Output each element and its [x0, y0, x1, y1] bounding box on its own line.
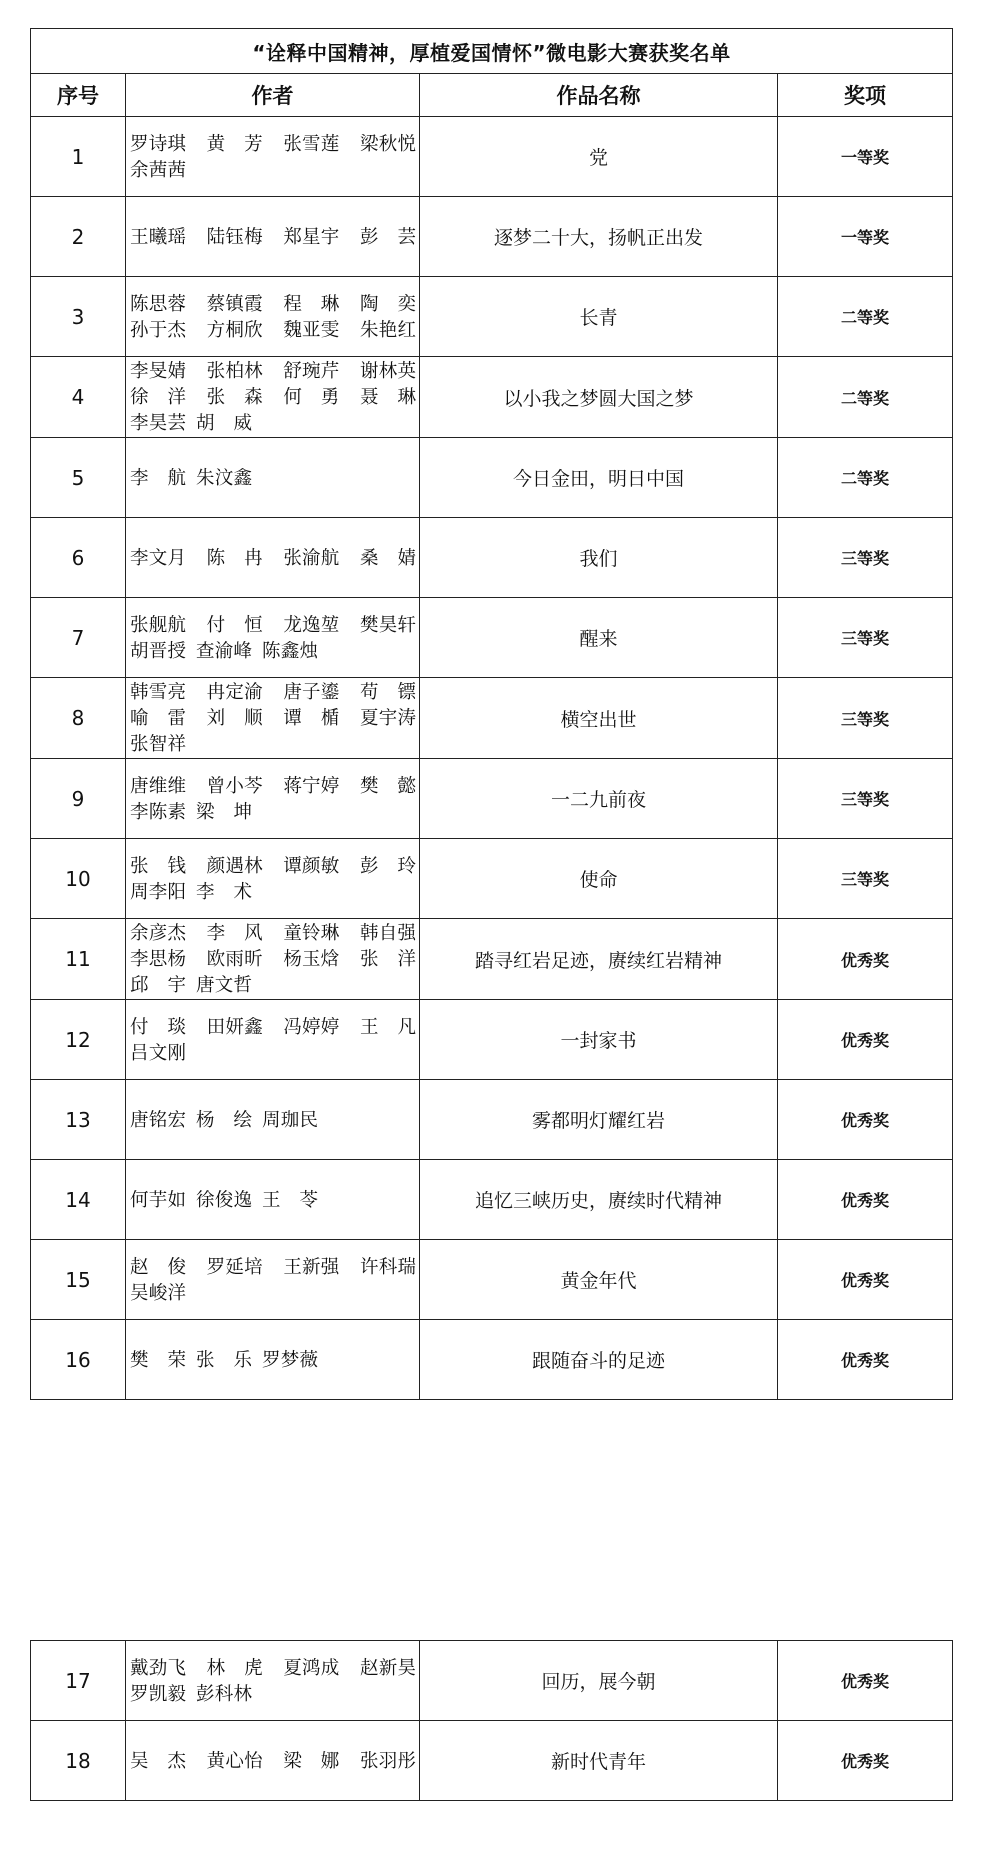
- author-name: 黄 芳: [206, 133, 263, 155]
- author-name: 陆钰梅: [206, 226, 263, 248]
- row-number: 15: [31, 1240, 126, 1320]
- work-title: 长青: [420, 277, 778, 357]
- authors-cell: [126, 1080, 420, 1160]
- author-name: 蔡镇霞: [206, 293, 263, 315]
- work-title: 使命: [420, 839, 778, 919]
- author-name: 何芋如: [130, 1189, 186, 1211]
- author-name: 樊 懿: [359, 775, 416, 797]
- author-name: 胡晋授: [130, 640, 186, 662]
- table-row: [31, 1000, 953, 1080]
- author-name: 罗延培: [206, 1256, 263, 1278]
- table-header-row: [31, 74, 953, 117]
- work-title: 一二九前夜: [420, 759, 778, 839]
- author-name: 樊 荣: [130, 1349, 186, 1371]
- award-table: [30, 28, 953, 1400]
- table-row: [31, 277, 953, 357]
- author-name: 李昊芸: [130, 413, 186, 434]
- authors-cell: [126, 357, 420, 438]
- award-level: 优秀奖: [778, 1240, 953, 1320]
- author-name: 陈 冉: [206, 547, 263, 569]
- work-title: 一封家书: [420, 1000, 778, 1080]
- author-name: 韩自强: [359, 923, 416, 944]
- authors-cell: [126, 197, 420, 277]
- author-name: 彭 玲: [359, 855, 416, 877]
- award-level: 优秀奖: [778, 1080, 953, 1160]
- table-row: [31, 197, 953, 277]
- authors-cell: [126, 117, 420, 197]
- author-name: 陈思蓉: [130, 293, 186, 315]
- author-name: 何 勇: [283, 387, 340, 408]
- authors-cell: [126, 1721, 420, 1801]
- author-name: 魏亚雯: [283, 319, 340, 341]
- row-number: 14: [31, 1160, 126, 1240]
- author-name: 查渝峰: [196, 640, 252, 662]
- author-name: 李 航: [130, 467, 186, 489]
- author-name: 张柏林: [206, 361, 263, 382]
- authors-cell: [126, 1160, 420, 1240]
- work-title: 醒来: [420, 598, 778, 678]
- row-number: 3: [31, 277, 126, 357]
- row-number: 2: [31, 197, 126, 277]
- table-row: [31, 1320, 953, 1400]
- author-name: 张渝航: [283, 547, 340, 569]
- author-name: 张舰航: [130, 614, 186, 636]
- author-name: 周珈民: [262, 1109, 318, 1131]
- table-row: [31, 518, 953, 598]
- row-number: 7: [31, 598, 126, 678]
- authors-cell: [126, 759, 420, 839]
- award-level: 优秀奖: [778, 1000, 953, 1080]
- author-name: 李思杨: [130, 949, 186, 970]
- author-name: 孙于杰: [130, 319, 186, 341]
- work-title: 追忆三峡历史，赓续时代精神: [420, 1160, 778, 1240]
- header-work: 作品名称: [420, 74, 778, 117]
- row-number: 9: [31, 759, 126, 839]
- author-name: 冉定渝: [206, 682, 263, 703]
- author-name: 黄心怡: [206, 1750, 263, 1772]
- author-name: 付 琰: [130, 1016, 186, 1038]
- row-number: 16: [31, 1320, 126, 1400]
- author-name: 杨 绘: [196, 1109, 252, 1131]
- author-name: 罗凯毅: [130, 1683, 186, 1705]
- row-number: 13: [31, 1080, 126, 1160]
- award-level: 三等奖: [778, 518, 953, 598]
- table-row: [31, 1080, 953, 1160]
- author-name: 李旻婧: [130, 361, 186, 382]
- row-number: 17: [31, 1641, 126, 1721]
- author-name: 胡 威: [196, 413, 252, 434]
- author-name: 张羽彤: [359, 1750, 416, 1772]
- table-row: [31, 839, 953, 919]
- award-level: 二等奖: [778, 357, 953, 438]
- author-name: 戴劲飞: [130, 1657, 186, 1679]
- author-name: 梁秋悦: [359, 133, 416, 155]
- author-name: 张雪莲: [283, 133, 340, 155]
- authors-cell: [126, 1000, 420, 1080]
- author-name: 李文月: [130, 547, 186, 569]
- row-number: 1: [31, 117, 126, 197]
- author-name: 陶 奕: [359, 293, 416, 315]
- author-name: 周李阳: [130, 881, 186, 903]
- work-title: 党: [420, 117, 778, 197]
- authors-cell: [126, 1240, 420, 1320]
- author-name: 李 风: [206, 923, 263, 944]
- work-title: 以小我之梦圆大国之梦: [420, 357, 778, 438]
- author-name: 付 恒: [206, 614, 263, 636]
- author-name: 徐俊逸: [196, 1189, 252, 1211]
- authors-cell: [126, 598, 420, 678]
- award-level: 优秀奖: [778, 1721, 953, 1801]
- work-title: 回历，展今朝: [420, 1641, 778, 1721]
- author-name: 樊昊轩: [359, 614, 416, 636]
- author-name: 唐铭宏: [130, 1109, 186, 1131]
- award-level: 三等奖: [778, 839, 953, 919]
- author-name: 李陈素: [130, 801, 186, 823]
- author-name: 梁 娜: [283, 1750, 340, 1772]
- award-level: 三等奖: [778, 759, 953, 839]
- table-row: [31, 759, 953, 839]
- row-number: 5: [31, 438, 126, 518]
- author-name: 谭 楯: [283, 708, 340, 729]
- author-name: 张 钱: [130, 855, 186, 877]
- author-name: 余茜茜: [130, 159, 186, 181]
- author-name: 彭科林: [196, 1683, 252, 1705]
- author-name: 颜遇林: [206, 855, 263, 877]
- work-title: 我们: [420, 518, 778, 598]
- award-level: 一等奖: [778, 197, 953, 277]
- author-name: 郑星宇: [283, 226, 340, 248]
- work-title: 雾都明灯耀红岩: [420, 1080, 778, 1160]
- author-name: 喻 雷: [130, 708, 186, 729]
- author-name: 唐维维: [130, 775, 186, 797]
- author-name: 朱艳红: [359, 319, 416, 341]
- author-name: 夏鸿成: [283, 1657, 340, 1679]
- row-number: 18: [31, 1721, 126, 1801]
- table-row: [31, 678, 953, 759]
- row-number: 4: [31, 357, 126, 438]
- work-title: 踏寻红岩足迹，赓续红岩精神: [420, 919, 778, 1000]
- table-row: [31, 438, 953, 518]
- author-name: 欧雨昕: [206, 949, 263, 970]
- authors-cell: [126, 277, 420, 357]
- award-level: 一等奖: [778, 117, 953, 197]
- authors-cell: [126, 678, 420, 759]
- author-name: 朱汶鑫: [196, 467, 252, 489]
- work-title: 横空出世: [420, 678, 778, 759]
- award-level: 优秀奖: [778, 1320, 953, 1400]
- award-level: 三等奖: [778, 598, 953, 678]
- table-row: [31, 357, 953, 438]
- author-name: 吴峻洋: [130, 1282, 186, 1304]
- author-name: 吕文刚: [130, 1042, 186, 1064]
- author-name: 聂 琳: [359, 387, 416, 408]
- row-number: 10: [31, 839, 126, 919]
- author-name: 谢林英: [359, 361, 416, 382]
- author-name: 邱 宇: [130, 975, 186, 996]
- author-name: 陈鑫烛: [262, 640, 318, 662]
- award-level: 三等奖: [778, 678, 953, 759]
- award-level: 优秀奖: [778, 1160, 953, 1240]
- author-name: 舒琬芹: [283, 361, 340, 382]
- author-name: 罗梦薇: [262, 1349, 318, 1371]
- author-name: 王 凡: [359, 1016, 416, 1038]
- author-name: 谭颜敏: [283, 855, 340, 877]
- author-name: 张 乐: [196, 1349, 252, 1371]
- author-name: 桑 婧: [359, 547, 416, 569]
- table-row: [31, 1240, 953, 1320]
- author-name: 龙逸堃: [283, 614, 340, 636]
- author-name: 彭 芸: [359, 226, 416, 248]
- work-title: 新时代青年: [420, 1721, 778, 1801]
- author-name: 余彦杰: [130, 923, 186, 944]
- author-name: 方桐欣: [206, 319, 263, 341]
- authors-cell: [126, 518, 420, 598]
- work-title: 今日金田，明日中国: [420, 438, 778, 518]
- header-authors: 作者: [126, 74, 420, 117]
- authors-cell: [126, 1641, 420, 1721]
- author-name: 罗诗琪: [130, 133, 186, 155]
- author-name: 韩雪亮: [130, 682, 186, 703]
- header-no: 序号: [31, 74, 126, 117]
- author-name: 王曦瑶: [130, 226, 186, 248]
- author-name: 蒋宁婷: [283, 775, 340, 797]
- work-title: 跟随奋斗的足迹: [420, 1320, 778, 1400]
- author-name: 张智祥: [130, 734, 186, 755]
- author-name: 张 洋: [359, 949, 416, 970]
- author-name: 唐文哲: [196, 975, 252, 996]
- author-name: 林 虎: [206, 1657, 263, 1679]
- author-name: 冯婷婷: [283, 1016, 340, 1038]
- author-name: 徐 洋: [130, 387, 186, 408]
- author-name: 王新强: [283, 1256, 340, 1278]
- table-title: “诠释中国精神，厚植爱国情怀”微电影大赛获奖名单: [31, 29, 953, 74]
- authors-cell: [126, 438, 420, 518]
- author-name: 夏宇涛: [359, 708, 416, 729]
- authors-cell: [126, 919, 420, 1000]
- table-row: [31, 1721, 953, 1801]
- author-name: 许科瑞: [359, 1256, 416, 1278]
- author-name: 李 术: [196, 881, 252, 903]
- author-name: 赵新昊: [359, 1657, 416, 1679]
- author-name: 王 苓: [262, 1189, 318, 1211]
- author-name: 杨玉焓: [283, 949, 340, 970]
- table-row: [31, 1160, 953, 1240]
- author-name: 苟 镖: [359, 682, 416, 703]
- authors-cell: [126, 839, 420, 919]
- row-number: 8: [31, 678, 126, 759]
- table-row: [31, 919, 953, 1000]
- author-name: 梁 坤: [196, 801, 252, 823]
- row-number: 6: [31, 518, 126, 598]
- row-number: 12: [31, 1000, 126, 1080]
- author-name: 张 森: [206, 387, 263, 408]
- author-name: 童铃琳: [283, 923, 340, 944]
- author-name: 田妍鑫: [206, 1016, 263, 1038]
- author-name: 吴 杰: [130, 1750, 186, 1772]
- award-level: 优秀奖: [778, 919, 953, 1000]
- award-level: 优秀奖: [778, 1641, 953, 1721]
- work-title: 黄金年代: [420, 1240, 778, 1320]
- table-row: [31, 1641, 953, 1721]
- header-award: 奖项: [778, 74, 953, 117]
- authors-cell: [126, 1320, 420, 1400]
- row-number: 11: [31, 919, 126, 1000]
- author-name: 程 琳: [283, 293, 340, 315]
- work-title: 逐梦二十大，扬帆正出发: [420, 197, 778, 277]
- author-name: 唐子鎏: [283, 682, 340, 703]
- table-row: [31, 117, 953, 197]
- table-row: [31, 598, 953, 678]
- award-level: 二等奖: [778, 277, 953, 357]
- award-table-continued: [30, 1640, 953, 1801]
- author-name: 曾小芩: [206, 775, 263, 797]
- award-level: 二等奖: [778, 438, 953, 518]
- author-name: 刘 顺: [206, 708, 263, 729]
- author-name: 赵 俊: [130, 1256, 186, 1278]
